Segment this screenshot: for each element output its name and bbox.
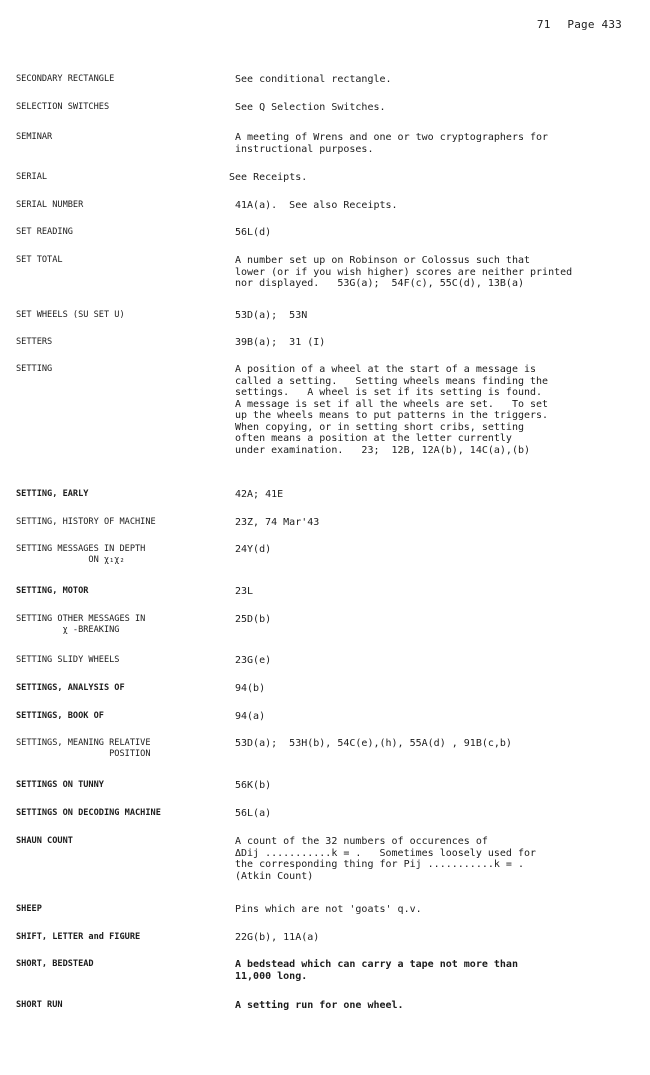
entry-term: SECONDARY RECTANGLE bbox=[16, 74, 115, 84]
entry-definition: 53D(a); 53N bbox=[235, 310, 308, 321]
entry-definition: 56K(b) bbox=[235, 780, 272, 791]
entry-definition: See Receipts. bbox=[229, 172, 308, 183]
entry-definition: 56L(d) bbox=[235, 227, 272, 238]
entry-term: SETTINGS, BOOK OF bbox=[16, 711, 104, 721]
entry-definition: 56L(a) bbox=[235, 808, 272, 819]
entry-term: SET WHEELS (SU SET U) bbox=[16, 310, 125, 320]
entry-definition: 24Y(d) bbox=[235, 544, 272, 555]
entry-definition: Pins which are not 'goats' q.v. bbox=[235, 904, 422, 915]
entry-term: SHIFT, LETTER and FIGURE bbox=[16, 932, 141, 942]
entry-term: SERIAL NUMBER bbox=[16, 200, 84, 210]
entry-term: SETTINGS, ANALYSIS OF bbox=[16, 683, 125, 693]
entry-definition: A meeting of Wrens and one or two cryptographers for instructional purposes. bbox=[235, 132, 549, 155]
entry-definition: A count of the 32 numbers of occurences of ΔDij ...........k = . Sometimes loosely used for the corresponding thing for Pij ...........k = . (Atkin Count) bbox=[235, 836, 537, 882]
page-label: Page 433 bbox=[567, 18, 622, 31]
entry-term: SETTING, HISTORY OF MACHINE bbox=[16, 517, 156, 527]
entry-term: SETTING, EARLY bbox=[16, 489, 89, 499]
entry-definition: A number set up on Robinson or Colossus such that lower (or if you wish higher) scores are neither printed nor displayed. 53G(a); 54F(c), 55C(d), 13B(a) bbox=[235, 255, 573, 289]
entry-definition: 23Z, 74 Mar'43 bbox=[235, 517, 320, 528]
entry-term: SEMINAR bbox=[16, 132, 53, 142]
entry-definition: 94(a) bbox=[235, 711, 266, 722]
entry-definition: 42A; 41E bbox=[235, 489, 284, 500]
entry-definition: 41A(a). See also Receipts. bbox=[235, 200, 398, 211]
entry-term: SETTINGS ON TUNNY bbox=[16, 780, 104, 790]
entry-term: SETTERS bbox=[16, 337, 53, 347]
entry-definition: A bedstead which can carry a tape not more than 11,000 long. bbox=[235, 959, 518, 982]
entry-term: SETTING SLIDY WHEELS bbox=[16, 655, 120, 665]
entry-definition: A setting run for one wheel. bbox=[235, 1000, 404, 1011]
entry-term: SHORT, BEDSTEAD bbox=[16, 959, 94, 969]
entry-term: SETTINGS ON DECODING MACHINE bbox=[16, 808, 161, 818]
entry-term: SETTING bbox=[16, 364, 53, 374]
entry-term: SHEEP bbox=[16, 904, 42, 914]
entry-definition: 39B(a); 31 (I) bbox=[235, 337, 326, 348]
entry-term: SET READING bbox=[16, 227, 73, 237]
entry-term: SETTING, MOTOR bbox=[16, 586, 89, 596]
entry-term: SERIAL bbox=[16, 172, 48, 182]
entry-term: SELECTION SWITCHES bbox=[16, 102, 110, 112]
entry-definition: 25D(b) bbox=[235, 614, 272, 625]
entry-term: SHORT RUN bbox=[16, 1000, 63, 1010]
page-number: 71 bbox=[536, 18, 551, 31]
entry-definition: 94(b) bbox=[235, 683, 266, 694]
entry-term: SETTING OTHER MESSAGES IN χ -BREAKING bbox=[16, 614, 146, 635]
entry-term: SETTING MESSAGES IN DEPTH ON χ₁χ₂ bbox=[16, 544, 146, 565]
entry-term: SHAUN COUNT bbox=[16, 836, 73, 846]
entry-definition: See conditional rectangle. bbox=[235, 74, 392, 85]
entry-term: SET TOTAL bbox=[16, 255, 63, 265]
entry-term: SETTINGS, MEANING RELATIVE POSITION bbox=[16, 738, 151, 759]
entry-definition: 53D(a); 53H(b), 54C(e),(h), 55A(d) , 91B(c,b) bbox=[235, 738, 512, 749]
entry-definition: A position of a wheel at the start of a message is called a setting. Setting wheels means finding the settings. A wheel is set if its setting is found. A message is set if all the wheels are set. To set up the wheels means to put patterns in the triggers. When copying, or in setting short cribs, setting often means a position at the letter currently under examination. 23; 12B, 12A(b), 14C(a),(b) bbox=[235, 364, 549, 456]
entry-definition: 23G(e) bbox=[235, 655, 272, 666]
entry-definition: See Q Selection Switches. bbox=[235, 102, 386, 113]
entry-definition: 23L bbox=[235, 586, 254, 597]
entry-definition: 22G(b), 11A(a) bbox=[235, 932, 320, 943]
